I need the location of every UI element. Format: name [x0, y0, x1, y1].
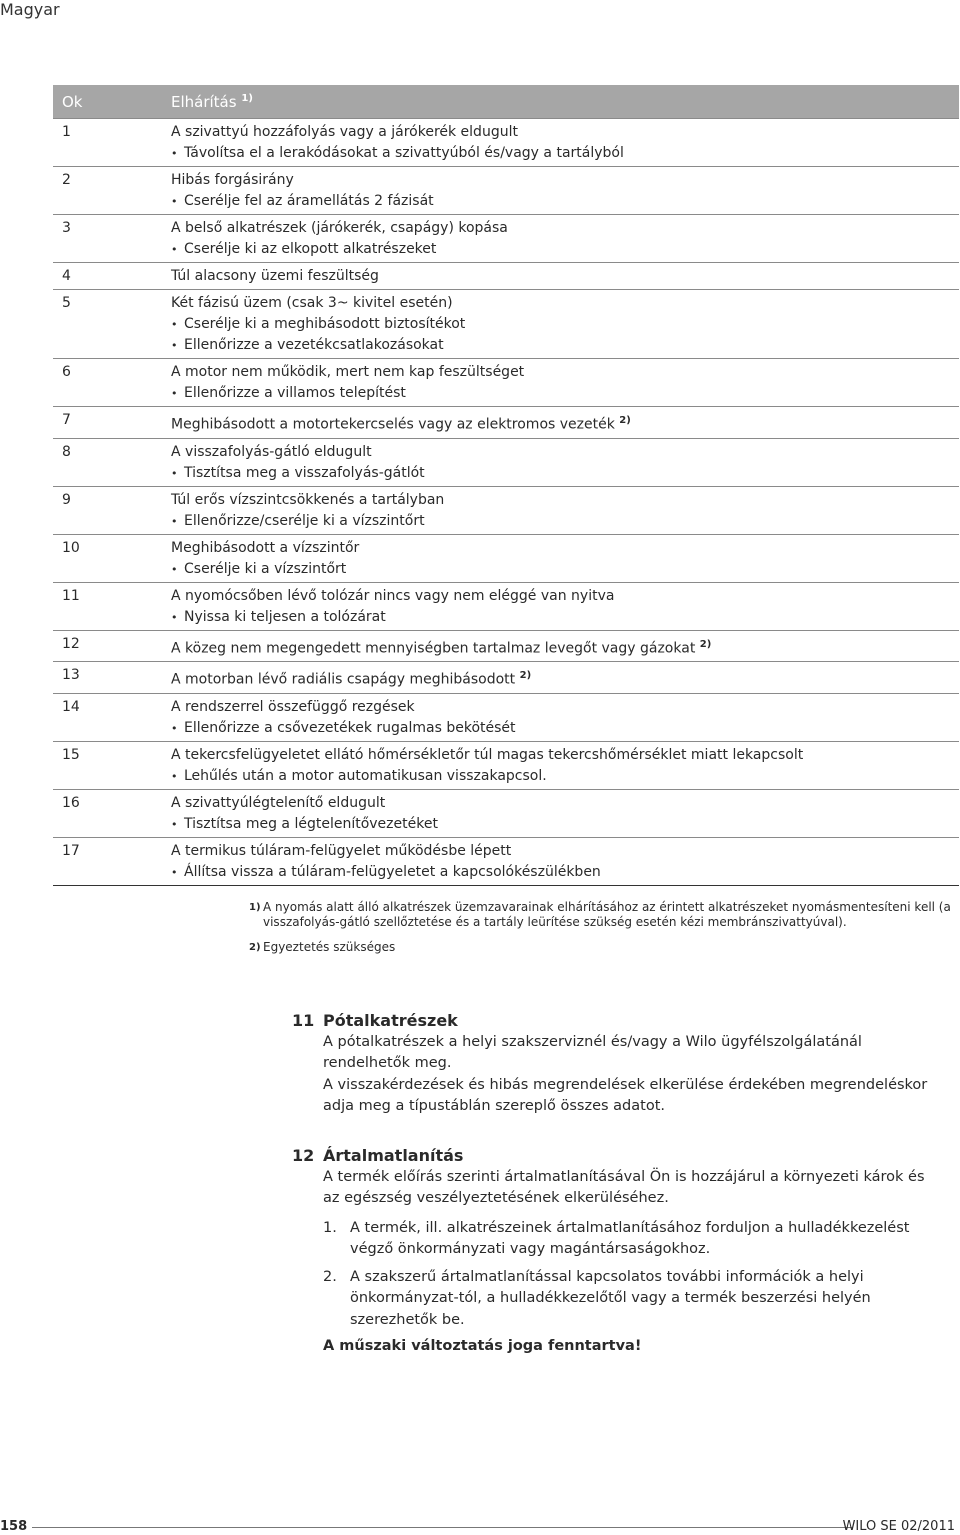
table-row: [53, 534, 959, 582]
cause-text: A belső alkatrészek (járókerék, csapágy) kopása: [171, 220, 508, 236]
row-remedy: [171, 745, 959, 787]
section-paragraph: A termék előírás szerinti ártalmatlanításával Ön is hozzájárul a környezeti károk és az egészség veszélyeztetésének elkerüléséhez.: [323, 1168, 925, 1206]
list-item: 2. A szakszerű ártalmatlanítással kapcsolatos további információk a helyi önkormányzat-tól, a hulladékkezelőtől vagy a termék beszerzési helyén szerezhetők be.: [323, 1268, 871, 1328]
remedy-bullet: • Nyissa ki teljesen a tolózárat: [171, 607, 959, 628]
remedy-bullet: • Ellenőrizze a villamos telepítést: [171, 383, 959, 404]
row-remedy: [171, 538, 959, 580]
remedy-bullet: • Cserélje fel az áramellátás 2 fázisát: [171, 191, 959, 212]
cause-text: A rendszerrel összefüggő rezgések: [171, 698, 415, 715]
footnote-ref: 2): [699, 638, 712, 650]
table-row: [53, 358, 959, 406]
row-number: 9: [62, 491, 71, 508]
footer-rule: [32, 1527, 852, 1528]
section-spare-parts: [292, 1010, 942, 1118]
remedy-bullet: • Távolítsa el a lerakódásokat a szivattyúból és/vagy a tartályból: [171, 143, 959, 164]
row-remedy: [171, 490, 959, 532]
list-item: 1. A termék, ill. alkatrészeinek ártalmatlanításához forduljon a hulladékkezelést végző önkormányzati vagy magántársaságokhoz.: [323, 1219, 910, 1257]
table-header: [53, 85, 959, 118]
table-row: [53, 214, 959, 262]
row-number: 3: [62, 220, 71, 236]
row-remedy: [171, 266, 959, 287]
header-cause: Ok: [62, 92, 83, 111]
table-row: [53, 262, 959, 289]
cause-text: Meghibásodott a vízszintőr: [171, 539, 360, 556]
cause-text: Túl erős vízszintcsökkenés a tartályban: [171, 491, 445, 508]
row-number: 12: [62, 635, 80, 652]
row-remedy: [171, 218, 959, 260]
row-number: 2: [62, 172, 71, 188]
table-body: [53, 118, 959, 885]
table-row: [53, 289, 959, 358]
row-remedy: [171, 293, 959, 356]
language-label: Magyar: [0, 0, 60, 19]
cause-text: A szivattyú hozzáfolyás vagy a járókerék eldugult: [171, 124, 518, 140]
cause-text: A közeg nem megengedett mennyiségben tartalmaz levegőt vagy gázokat $^{2)}$: [171, 638, 712, 657]
row-remedy: [171, 697, 959, 739]
section-paragraph: A visszakérdezések és hibás megrendelések elkerülése érdekében megrendeléskor adja meg a típustáblán szereplő összes adatot.: [323, 1076, 928, 1114]
row-number: 7: [62, 412, 71, 428]
rights-notice: A műszaki változtatás joga fenntartva!: [323, 1338, 642, 1354]
table-row: [53, 741, 959, 789]
table-row: [53, 789, 959, 837]
table-row: [53, 486, 959, 534]
table-row: [53, 118, 959, 166]
remedy-bullet: • Tisztítsa meg a légtelenítővezetéket: [171, 814, 959, 835]
cause-text: Meghibásodott a motortekercselés vagy az elektromos vezeték $^{2)}$: [171, 415, 631, 433]
remedy-bullet: • Ellenőrizze a csővezetékek rugalmas bekötését: [171, 718, 959, 739]
row-remedy: [171, 410, 959, 436]
section-heading: 12 Ártalmatlanítás: [292, 1146, 464, 1165]
section-heading: 11 Pótalkatrészek: [292, 1011, 458, 1030]
footnote-ref: 2): [519, 670, 532, 682]
table-row: [53, 661, 959, 693]
row-remedy: [171, 665, 959, 691]
section-disposal: [292, 1145, 942, 1337]
footnote-1: 1) A nyomás alatt álló alkatrészek üzemzavarainak elhárításához az érintett alkatrészeket nyomásmentesíteni kell (a visszafolyás-gátló szellőztetése és a tartály leürítése szükség esetén kézi membránszivattyúval).: [249, 900, 951, 929]
row-remedy: [171, 170, 959, 212]
page-footer: [0, 1519, 960, 1535]
cause-text: A tekercsfelügyeletet ellátó hőmérsékletőr túl magas tekercshőmérséklet miatt lekapcsolt: [171, 746, 804, 763]
troubleshooting-table: [53, 85, 959, 886]
section-paragraph: A pótalkatrészek a helyi szakszerviznél és/vagy a Wilo ügyfélszolgálatánál rendelhetők meg.: [323, 1033, 862, 1071]
row-number: 13: [62, 667, 80, 684]
row-number: 14: [62, 698, 80, 715]
remedy-bullet: • Tisztítsa meg a visszafolyás-gátlót: [171, 463, 959, 484]
table-row: [53, 582, 959, 630]
row-remedy: [171, 841, 959, 883]
remedy-bullet: • Állítsa vissza a túláram-felügyeletet a kapcsolókészülékben: [171, 862, 959, 883]
cause-text: A motorban lévő radiális csapágy meghibásodott $^{2)}$: [171, 670, 532, 688]
row-remedy: [171, 362, 959, 404]
table-bottom-rule: [53, 885, 959, 886]
table-row: [53, 438, 959, 486]
footnote-2: 2) Egyeztetés szükséges: [249, 940, 396, 954]
row-number: 1: [62, 124, 71, 140]
row-remedy: [171, 122, 959, 164]
row-remedy: [171, 634, 959, 660]
row-remedy: [171, 442, 959, 484]
row-number: 8: [62, 443, 71, 460]
row-number: 15: [62, 746, 80, 763]
remedy-bullet: • Cserélje ki az elkopott alkatrészeket: [171, 239, 959, 260]
row-number: 16: [62, 794, 80, 811]
cause-text: A motor nem működik, mert nem kap feszültséget: [171, 364, 525, 380]
table-row: [53, 837, 959, 885]
header-remedy: Elhárítás $^{1)}$: [171, 92, 253, 111]
page-number: 158: [0, 1519, 28, 1534]
table-row: [53, 406, 959, 438]
row-number: 6: [62, 364, 71, 380]
row-number: 4: [62, 268, 71, 284]
cause-text: A termikus túláram-felügyelet működésbe lépett: [171, 842, 512, 859]
row-number: 11: [62, 587, 80, 604]
row-remedy: [171, 793, 959, 835]
cause-text: A visszafolyás-gátló eldugult: [171, 443, 372, 460]
row-number: 17: [62, 842, 80, 859]
numbered-list: [323, 1218, 942, 1332]
remedy-bullet: • Lehűlés után a motor automatikusan visszakapcsol.: [171, 766, 959, 787]
row-number: 10: [62, 539, 80, 556]
cause-text: Két fázisú üzem (csak 3~ kivitel esetén): [171, 295, 453, 311]
table-row: [53, 166, 959, 214]
cause-text: A nyomócsőben lévő tolózár nincs vagy nem eléggé van nyitva: [171, 587, 615, 604]
cause-text: A szivattyúlégtelenítő eldugult: [171, 794, 386, 811]
row-remedy: [171, 586, 959, 628]
remedy-bullet: • Cserélje ki a vízszintőrt: [171, 559, 959, 580]
footnote-ref: 2): [619, 415, 631, 426]
cause-text: Hibás forgásirány: [171, 172, 294, 188]
table-row: [53, 693, 959, 741]
footer-publisher: WILO SE 02/2011: [842, 1519, 955, 1534]
footnotes: [249, 900, 954, 965]
remedy-bullet: • Cserélje ki a meghibásodott biztosítékot: [171, 314, 959, 335]
row-number: 5: [62, 295, 71, 311]
remedy-bullet: • Ellenőrizze a vezetékcsatlakozásokat: [171, 335, 959, 356]
table-row: [53, 630, 959, 662]
remedy-bullet: • Ellenőrizze/cserélje ki a vízszintőrt: [171, 511, 959, 532]
cause-text: Túl alacsony üzemi feszültség: [171, 268, 379, 284]
